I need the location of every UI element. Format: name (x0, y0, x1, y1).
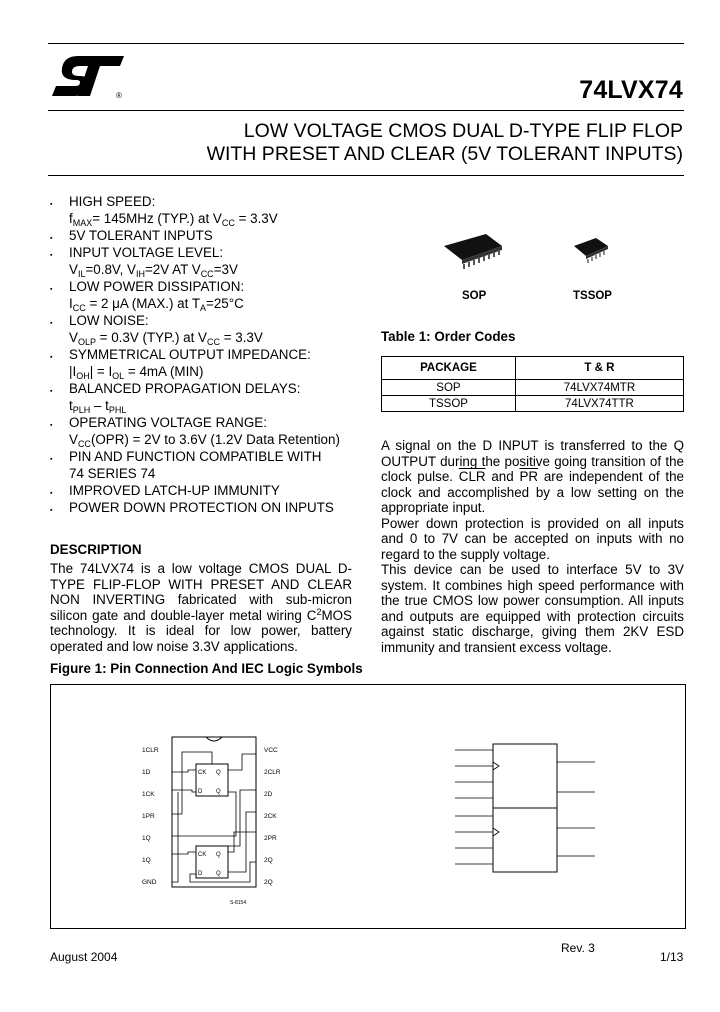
pin-1ck: 1CK (142, 791, 155, 798)
title-rule (48, 175, 684, 176)
feature-item: ▪ SYMMETRICAL OUTPUT IMPEDANCE: $|I_{OH}| = I_{OL} = 4mA$ (MIN) (50, 346, 355, 380)
pin-vcc: VCC (264, 747, 278, 754)
footer-page: 1/13 (660, 950, 684, 964)
order-codes-title: Table 1: Order Codes (381, 329, 516, 344)
svg-text:®: ® (116, 91, 122, 100)
part-number: 74LVX74 (579, 76, 683, 104)
description-left: The 74LVX74 is a low voltage CMOS DUAL D-TYPE FLIP-FLOP WITH PRESET AND CLEAR NON INVERTING fabricated with sub-micron silicon gate and double-layer metal wiring $C^2MOS$ technology. It is ideal for low power, battery operated and low noise 3.3V applications. (50, 561, 352, 654)
feature-item: ▪ BALANCED PROPAGATION DELAYS: $t_{PLH} - t_{PHL}$ (50, 380, 355, 414)
description-right: A signal on the D INPUT is transferred to the Q OUTPUT during the positive going transition of the clock pulse. $\overline{CLR}$ and $\overline{PR}$ are independent of the clock and accomplished by a low setting on the appropriate input. Power down protection is provided on all inputs and 0 to 7V can be accepted on inputs with no regard to the supply voltage. This device can be used to interface 5V to 3V system. It combines high speed performance with the true CMOS low power consumption. All inputs and outputs are equipped with protection circuits against static discharge, giving them 2KV ESD immunity and transient excess voltage. (381, 438, 684, 655)
figure-caption: Figure 1: Pin Connection And IEC Logic Symbols (50, 661, 363, 676)
feature-item: ▪ OPERATING VOLTAGE RANGE: $V_{CC}(OPR) = 2V$ to 3.6V (1.2V Data Retention) (50, 414, 355, 448)
table-row: SOP 74LVX74MTR (382, 380, 684, 396)
title-line-1: LOW VOLTAGE CMOS DUAL D-TYPE FLIP FLOP (243, 120, 683, 142)
feature-item: ▪ HIGH SPEED: $f_{MAX}= 145MHz$ (TYP.) at $V_{CC} = 3.3V$ (50, 193, 355, 227)
feature-item: ▪ LOW NOISE: $V_{OLP} = 0.3V$ (TYP.) at $V_{CC} = 3.3V$ (50, 312, 355, 346)
footer-date: August 2004 (50, 950, 118, 964)
top-rule (48, 43, 684, 44)
table-header: T & R (515, 357, 683, 380)
pin-2pr: 2PR (264, 835, 277, 842)
feature-item: ▪ INPUT VOLTAGE LEVEL: $V_{IL}=0.8V$, $V_{IH}=2V$ AT $V_{CC}=3V$ (50, 244, 355, 278)
description-heading: DESCRIPTION (50, 542, 142, 557)
svg-text:Q: Q (216, 789, 221, 795)
pin-gnd: GND (142, 879, 157, 886)
feature-item: ▪ 5V TOLERANT INPUTS (50, 227, 355, 244)
table-header: PACKAGE (382, 357, 516, 380)
pin-2clr: 2CLR (264, 769, 281, 776)
svg-text:D: D (198, 789, 203, 795)
pin-1clr: 1CLR (142, 747, 159, 754)
feature-item: ▪ LOW POWER DISSIPATION: $I_{CC} = 2$ μA (MAX.) at $T_A=25^\circ C$ (50, 278, 355, 312)
pin-2qbar: 2Q (264, 879, 273, 886)
svg-text:Q: Q (216, 770, 221, 776)
iec-logic-symbol (425, 740, 635, 900)
feature-item: ▪ IMPROVED LATCH-UP IMMUNITY (50, 482, 355, 499)
pin-1qbar: 1Q (142, 857, 151, 864)
footer-rev: Rev. 3 (561, 941, 595, 955)
svg-text:Q: Q (216, 852, 221, 858)
title-line-2: WITH PRESET AND CLEAR (5V TOLERANT INPUTS) (206, 143, 683, 165)
svg-text:Q: Q (216, 871, 221, 877)
table-row: TSSOP 74LVX74TTR (382, 396, 684, 412)
pin-2ck: 2CK (264, 813, 277, 820)
order-codes-table (381, 356, 684, 412)
svg-text:CK: CK (198, 770, 207, 776)
st-logo (50, 52, 128, 100)
svg-text:CK: CK (198, 852, 207, 858)
sop-package-image (440, 232, 506, 272)
features-list (50, 193, 355, 516)
tssop-package-image (572, 236, 612, 266)
pin-2q: 2Q (264, 857, 273, 864)
feature-item: ▪ PIN AND FUNCTION COMPATIBLE WITH 74 SERIES 74 (50, 448, 355, 482)
ref-code: S-8154 (230, 900, 247, 906)
pin-2d: 2D (264, 791, 273, 798)
header-rule (48, 110, 684, 111)
pin-1pr: 1PR (142, 813, 155, 820)
tssop-label: TSSOP (573, 290, 612, 302)
pin-1q: 1Q (142, 835, 151, 842)
sop-label: SOP (462, 290, 487, 302)
pin-connection-diagram (130, 732, 300, 910)
pin-1d: 1D (142, 769, 151, 776)
feature-item: ▪ POWER DOWN PROTECTION ON INPUTS (50, 499, 355, 516)
svg-text:D: D (198, 871, 203, 877)
